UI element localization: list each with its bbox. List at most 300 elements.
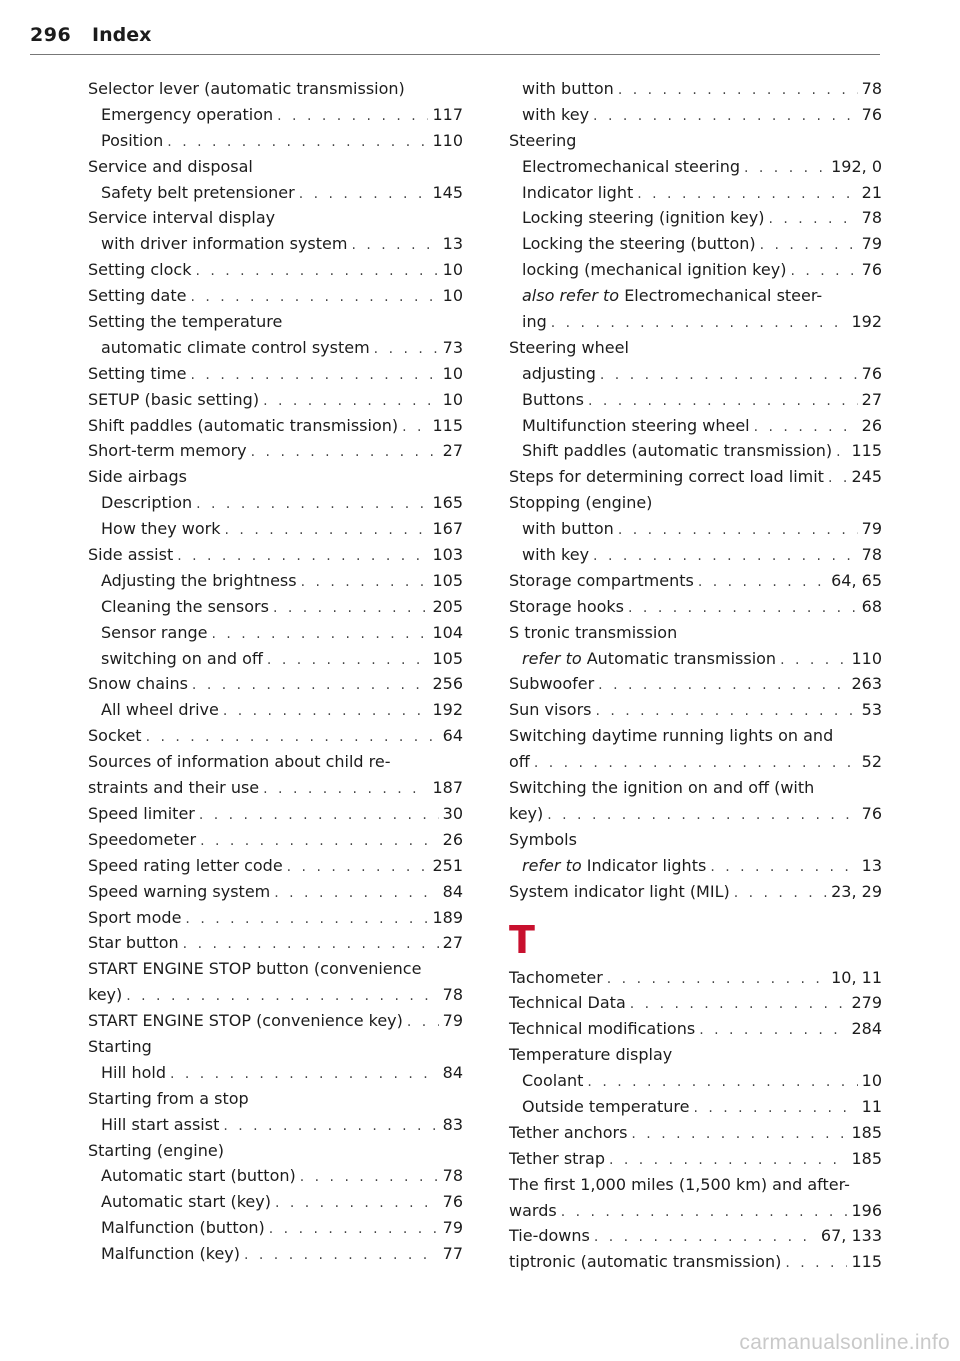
index-subentry <box>88 1215 463 1241</box>
entry-term <box>101 231 347 257</box>
entry-text: Service and disposal <box>88 156 253 176</box>
entry-text: Electromechanical steering <box>522 156 740 176</box>
entry-term <box>509 335 629 361</box>
entry-term <box>101 490 192 516</box>
index-entry <box>509 1120 882 1146</box>
entry-text: Star button <box>88 933 179 953</box>
page-reference: 192, 0 <box>831 156 882 176</box>
page-reference: 64 <box>442 726 463 746</box>
entry-text: Speed limiter <box>88 803 195 823</box>
entry-term <box>88 464 187 490</box>
dot-leader <box>275 1191 439 1217</box>
entry-term <box>522 387 584 413</box>
entry-text: Service interval display <box>88 208 276 228</box>
page-reference: 167 <box>432 519 463 539</box>
entry-text: Setting time <box>88 363 187 383</box>
entry-text: Hill hold <box>101 1062 166 1082</box>
index-column-left <box>88 76 463 1267</box>
index-subentry <box>509 231 882 257</box>
dot-leader <box>185 907 428 933</box>
entry-term <box>101 102 273 128</box>
page-reference: 23, 29 <box>831 881 882 901</box>
entry-text: straints and their use <box>88 778 260 798</box>
dot-leader <box>287 855 429 881</box>
index-entry <box>88 982 463 1008</box>
entry-term <box>101 620 207 646</box>
index-subentry <box>509 361 882 387</box>
entry-text: Starting from a stop <box>88 1088 249 1108</box>
entry-term <box>88 257 191 283</box>
index-subentry <box>509 102 882 128</box>
entry-term <box>88 879 270 905</box>
page-reference: 30 <box>442 803 463 823</box>
page-reference: 185 <box>851 1148 882 1168</box>
dot-leader <box>594 1225 817 1251</box>
index-subentry <box>509 76 882 102</box>
index-subentry <box>88 697 463 723</box>
index-entry <box>88 905 463 931</box>
entry-text: Short-term memory <box>88 441 247 461</box>
dot-leader <box>251 440 439 466</box>
page-reference: 64, 65 <box>831 570 882 590</box>
page-reference: 105 <box>432 570 463 590</box>
entry-text: All wheel drive <box>101 700 219 720</box>
dot-leader <box>402 415 428 441</box>
index-entry <box>509 335 882 361</box>
entry-text: Storage compartments <box>509 570 694 590</box>
entry-term <box>522 257 786 283</box>
entry-text: Cleaning the sensors <box>101 596 269 616</box>
entry-term <box>101 594 269 620</box>
dot-leader <box>263 389 439 415</box>
entry-text: switching on and off <box>101 648 263 668</box>
entry-term <box>101 128 163 154</box>
dot-leader <box>274 881 438 907</box>
dot-leader <box>190 285 438 311</box>
entry-text: Symbols <box>509 829 577 849</box>
dot-leader <box>593 104 858 130</box>
dot-leader <box>561 1200 848 1226</box>
dot-leader <box>167 130 428 156</box>
index-subentry <box>88 231 463 257</box>
entry-term <box>509 723 833 749</box>
entry-text: Steps for determining correct load limit <box>509 467 824 487</box>
page-header <box>30 22 880 55</box>
entry-text: Position <box>101 130 164 150</box>
entry-term <box>88 982 122 1008</box>
dot-leader <box>299 182 429 208</box>
dot-leader <box>196 492 428 518</box>
entry-text: Starting <box>88 1036 152 1056</box>
page-reference: 68 <box>861 596 882 616</box>
dot-leader <box>146 725 439 751</box>
entry-term <box>101 335 370 361</box>
entry-term <box>88 827 196 853</box>
entry-text: Malfunction (button) <box>101 1218 265 1238</box>
index-entry <box>88 723 463 749</box>
dot-leader <box>595 699 857 725</box>
page-reference: 196 <box>851 1200 882 1220</box>
page-reference: 263 <box>851 674 882 694</box>
dot-leader <box>734 881 827 907</box>
page-reference: 79 <box>861 234 882 254</box>
page-reference: 84 <box>442 881 463 901</box>
index-entry <box>88 956 463 982</box>
entry-term <box>522 76 614 102</box>
page-reference: 279 <box>851 993 882 1013</box>
page-reference: 79 <box>442 1011 463 1031</box>
page-reference: 110 <box>851 648 882 668</box>
dot-leader <box>177 544 428 570</box>
index-entry <box>88 801 463 827</box>
entry-term <box>509 1120 627 1146</box>
entry-text: Sensor range <box>101 622 208 642</box>
entry-term <box>88 1086 249 1112</box>
index-entry <box>509 775 882 801</box>
page-reference: 26 <box>861 415 882 435</box>
index-subentry <box>509 387 882 413</box>
entry-term <box>509 568 694 594</box>
entry-term <box>509 990 626 1016</box>
entry-text: with driver information system <box>101 234 348 254</box>
section-title: Index <box>92 24 152 46</box>
entry-text: Switching the ignition on and off (with <box>509 778 815 798</box>
entry-text: Emergency operation <box>101 104 274 124</box>
entry-term <box>88 775 259 801</box>
entry-text: SETUP (basic setting) <box>88 389 260 409</box>
entry-term <box>522 102 589 128</box>
index-subentry <box>509 283 882 309</box>
index-subentry <box>88 516 463 542</box>
entry-term <box>509 827 577 853</box>
page-reference: 27 <box>442 441 463 461</box>
dot-leader <box>609 1148 847 1174</box>
index-subentry <box>88 1241 463 1267</box>
page-reference: 27 <box>442 933 463 953</box>
index-entry <box>88 361 463 387</box>
index-subentry <box>88 1163 463 1189</box>
entry-term <box>522 283 822 309</box>
entry-text: Switching daytime running lights on and <box>509 726 834 746</box>
index-entry <box>88 154 463 180</box>
index-entry <box>509 620 882 646</box>
entry-text: Locking steering (ignition key) <box>522 208 765 228</box>
entry-text: Socket <box>88 726 142 746</box>
dot-leader <box>754 415 858 441</box>
entry-term <box>522 1068 583 1094</box>
entry-term <box>88 956 421 982</box>
page-reference: 78 <box>861 208 882 228</box>
index-subentry <box>88 1189 463 1215</box>
entry-text: Coolant <box>522 1071 584 1091</box>
dot-leader <box>126 984 438 1010</box>
index-entry <box>88 930 463 956</box>
index-entry <box>509 879 882 905</box>
index-entry <box>509 1198 882 1224</box>
dot-leader <box>828 466 848 492</box>
page-reference: 115 <box>851 1252 882 1272</box>
entry-term <box>88 930 179 956</box>
index-subentry <box>509 180 882 206</box>
index-entry <box>88 542 463 568</box>
entry-term <box>522 154 740 180</box>
entry-term <box>509 965 603 991</box>
entry-term <box>522 438 832 464</box>
entry-text: Setting the temperature <box>88 312 283 332</box>
entry-term <box>101 1112 219 1138</box>
entry-text: Tether strap <box>509 1148 605 1168</box>
entry-text: Indicator lights <box>586 855 707 875</box>
entry-term <box>101 516 221 542</box>
entry-text: Starting (engine) <box>88 1140 224 1160</box>
index-subentry <box>88 180 463 206</box>
entry-text: adjusting <box>522 363 596 383</box>
entry-term <box>88 749 390 775</box>
entry-term <box>101 568 297 594</box>
page-reference: 78 <box>861 79 882 98</box>
page-reference: 10 <box>861 1071 882 1091</box>
entry-term <box>88 154 253 180</box>
dot-leader <box>301 570 429 596</box>
index-entry <box>509 594 882 620</box>
index-subentry <box>509 1068 882 1094</box>
index-subentry <box>88 594 463 620</box>
dot-leader <box>192 673 429 699</box>
dot-leader <box>267 648 429 674</box>
entry-text: Automatic start (button) <box>101 1166 296 1186</box>
watermark: carmanualsonline.info <box>739 1331 950 1354</box>
index-subentry <box>509 205 882 231</box>
page-reference: 165 <box>432 493 463 513</box>
dot-leader <box>225 518 429 544</box>
index-entry <box>509 1223 882 1249</box>
page-reference: 53 <box>861 700 882 720</box>
index-entry <box>509 827 882 853</box>
page-reference: 78 <box>442 985 463 1005</box>
index-entry <box>88 1008 463 1034</box>
page-reference: 78 <box>442 1166 463 1186</box>
page-reference: 10 <box>442 260 463 280</box>
index-entry <box>88 283 463 309</box>
entry-term <box>101 1060 166 1086</box>
entry-text: The first 1,000 miles (1,500 km) and after- <box>509 1174 850 1194</box>
entry-term <box>522 361 596 387</box>
entry-term <box>509 620 677 646</box>
page-reference: 251 <box>432 855 463 875</box>
entry-term <box>88 1138 224 1164</box>
entry-text: Subwoofer <box>509 674 595 694</box>
dot-leader <box>551 311 848 337</box>
index-entry <box>88 309 463 335</box>
entry-text: START ENGINE STOP button (convenience <box>88 959 422 979</box>
page-reference: 83 <box>442 1114 463 1134</box>
entry-text: key) <box>88 985 123 1005</box>
entry-term <box>88 542 173 568</box>
dot-leader <box>263 777 428 803</box>
entry-term <box>101 1163 296 1189</box>
entry-text: locking (mechanical ignition key) <box>522 260 787 280</box>
dot-leader <box>277 104 428 130</box>
dot-leader <box>534 751 858 777</box>
index-entry <box>88 827 463 853</box>
dot-leader <box>200 829 439 855</box>
dot-leader <box>593 544 858 570</box>
entry-term <box>88 1034 152 1060</box>
index-entry <box>88 853 463 879</box>
dot-leader <box>407 1010 439 1036</box>
page-number: 296 <box>30 24 72 46</box>
entry-term <box>88 205 275 231</box>
entry-term <box>522 542 589 568</box>
entry-term <box>88 853 283 879</box>
entry-term <box>522 180 633 206</box>
entry-text: Indicator light <box>522 182 634 202</box>
page-reference: 26 <box>442 829 463 849</box>
index-entry <box>509 990 882 1016</box>
index-entry <box>88 1034 463 1060</box>
dot-leader <box>836 440 847 466</box>
dot-leader <box>768 207 857 233</box>
page-reference: 187 <box>432 778 463 798</box>
entry-text: Automatic start (key) <box>101 1192 271 1212</box>
index-subentry <box>509 309 882 335</box>
dot-leader <box>780 648 847 674</box>
entry-term <box>522 646 776 672</box>
index-entry <box>88 1086 463 1112</box>
entry-text: Multifunction steering wheel <box>522 415 750 435</box>
section-letter: T <box>509 917 535 962</box>
index-entry <box>88 438 463 464</box>
entry-text: Malfunction (key) <box>101 1244 240 1264</box>
dot-leader <box>631 1122 847 1148</box>
index-entry <box>88 205 463 231</box>
page-reference: 76 <box>861 803 882 823</box>
dot-leader <box>183 932 439 958</box>
page-reference: 105 <box>432 648 463 668</box>
entry-text: Safety belt pretensioner <box>101 182 295 202</box>
entry-text: key) <box>509 803 544 823</box>
dot-leader <box>244 1243 439 1269</box>
page-reference: 76 <box>442 1192 463 1212</box>
index-subentry <box>509 1094 882 1120</box>
entry-term <box>509 775 814 801</box>
entry-term <box>88 76 405 102</box>
dot-leader <box>199 803 439 829</box>
entry-term <box>509 1016 695 1042</box>
page-reference: 185 <box>851 1122 882 1142</box>
index-entry <box>509 1146 882 1172</box>
entry-text: Automatic transmission <box>586 648 777 668</box>
dot-leader <box>785 1251 847 1277</box>
entry-term <box>509 1223 590 1249</box>
entry-term <box>88 723 142 749</box>
index-entry <box>509 1042 882 1068</box>
dot-leader <box>223 1114 438 1140</box>
entry-text: Steering <box>509 130 577 150</box>
index-entry <box>88 749 463 775</box>
entry-term <box>101 646 263 672</box>
entry-term <box>509 1172 850 1198</box>
dot-leader <box>351 233 438 259</box>
page-reference: 11 <box>861 1096 882 1116</box>
page-reference: 21 <box>861 182 882 202</box>
page-reference: 115 <box>851 441 882 461</box>
index-column-right <box>509 76 882 1275</box>
dot-leader <box>637 182 857 208</box>
index-entry <box>88 1138 463 1164</box>
index-entry <box>509 490 882 516</box>
index-entry <box>509 965 882 991</box>
index-subentry <box>509 438 882 464</box>
index-subentry <box>88 1112 463 1138</box>
entry-text: Setting date <box>88 286 187 306</box>
page-reference: 78 <box>861 545 882 565</box>
entry-text: wards <box>509 1200 557 1220</box>
index-subentry <box>509 257 882 283</box>
dot-leader <box>374 337 439 363</box>
entry-text: tiptronic (automatic transmission) <box>509 1252 782 1272</box>
page-reference: 27 <box>861 389 882 409</box>
entry-text: Tie-downs <box>509 1226 590 1246</box>
entry-text: with key <box>522 104 590 124</box>
dot-leader <box>598 673 847 699</box>
index-subentry <box>509 853 882 879</box>
index-subentry <box>88 335 463 361</box>
entry-text: START ENGINE STOP (convenience key) <box>88 1011 403 1031</box>
dot-leader <box>300 1165 439 1191</box>
entry-term <box>88 1008 403 1034</box>
dot-leader <box>699 1018 847 1044</box>
dot-leader <box>618 518 858 544</box>
page-reference: 10 <box>442 389 463 409</box>
dot-leader <box>191 363 439 389</box>
entry-text: Tachometer <box>509 967 603 987</box>
dot-leader <box>710 855 857 881</box>
entry-text: automatic climate control system <box>101 337 370 357</box>
entry-text: Selector lever (automatic transmission) <box>88 79 405 98</box>
entry-text: System indicator light (MIL) <box>509 881 730 901</box>
page-reference: 245 <box>851 467 882 487</box>
entry-term <box>88 413 398 439</box>
page-reference: 104 <box>432 622 463 642</box>
entry-text: How they work <box>101 519 221 539</box>
page-reference: 10 <box>442 286 463 306</box>
index-subentry <box>88 1060 463 1086</box>
entry-text: Storage hooks <box>509 596 625 616</box>
entry-text: Description <box>101 493 193 513</box>
entry-term <box>509 1249 781 1275</box>
page-reference: 79 <box>861 519 882 539</box>
index-entry <box>509 1016 882 1042</box>
entry-text: with button <box>522 519 614 539</box>
entry-term <box>88 387 259 413</box>
entry-text: Stopping (engine) <box>509 493 653 513</box>
page-reference: 284 <box>851 1019 882 1039</box>
index-subentry <box>88 128 463 154</box>
entry-text: Side assist <box>88 545 174 565</box>
entry-text: Sport mode <box>88 907 182 927</box>
entry-text: Adjusting the brightness <box>101 570 297 590</box>
page-reference: 110 <box>432 130 463 150</box>
page-reference: 76 <box>861 104 882 124</box>
entry-text: with key <box>522 545 590 565</box>
index-entry <box>509 723 882 749</box>
index-entry <box>509 464 882 490</box>
entry-term <box>88 801 195 827</box>
index-entry <box>88 76 463 102</box>
cross-reference-prefix: refer to <box>522 855 582 875</box>
entry-term <box>522 853 706 879</box>
